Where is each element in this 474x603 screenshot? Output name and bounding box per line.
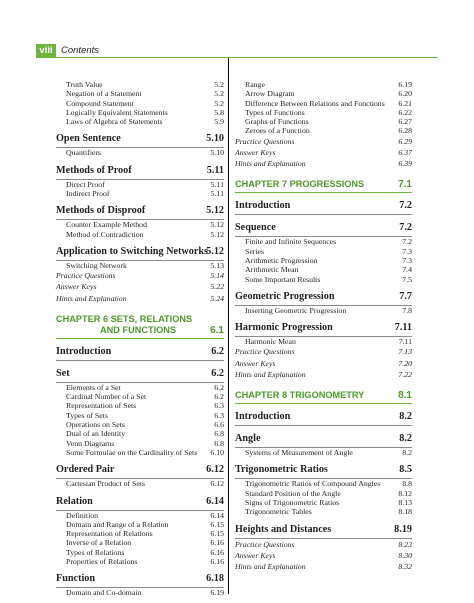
toc-page-number: 6.16 (210, 557, 224, 567)
chapter-title: CHAPTER 6 SETS, RELATIONS (56, 313, 193, 324)
toc-section (235, 464, 412, 476)
toc-subsection (56, 529, 224, 538)
toc-entry-title: Properties of Relations (66, 557, 138, 567)
toc-page-number: 6.18 (206, 573, 224, 585)
toc-entry-title: Inserting Geometric Progression (245, 305, 347, 315)
toc-entry-title: Trigonometric Ratios of Compound Angles (245, 479, 381, 489)
toc-entry-title: Types of Sets (66, 410, 108, 420)
toc-entry-title: Function (56, 573, 96, 585)
toc-subsection (235, 108, 412, 117)
toc-subsection (56, 220, 224, 229)
toc-page-number: 6.8 (214, 429, 224, 439)
toc-entry-title: Sequence (235, 222, 276, 234)
toc-page-number: 5.11 (206, 164, 224, 176)
chapter-page-number: 7.1 (398, 179, 412, 191)
toc-entry-title: Open Sentence (56, 133, 121, 145)
header-rule (36, 57, 438, 58)
toc-section (56, 464, 224, 476)
toc-subsection (56, 230, 224, 239)
page-header (36, 44, 438, 58)
toc-subsection (56, 383, 224, 392)
toc-entry-title: Introduction (235, 411, 291, 423)
toc-entry-title: Arithmetic Mean (245, 265, 299, 275)
toc-entry-title: Geometric Progression (235, 290, 335, 302)
toc-section (56, 205, 224, 217)
chapter-heading (235, 179, 412, 190)
section-rule (235, 214, 412, 215)
chapter-heading (235, 390, 412, 401)
toc-entry-title: Difference Between Relations and Functions (245, 98, 385, 108)
toc-section (56, 246, 224, 258)
toc-page-number: 5.2 (214, 98, 224, 108)
toc-page-number: 5.10 (210, 148, 224, 158)
toc-backmatter (235, 346, 412, 357)
toc-entry-title: Hints and Explanation (235, 561, 306, 571)
toc-entry-title: Truth Value (66, 80, 103, 89)
toc-section (235, 222, 412, 234)
toc-page-number: 6.15 (210, 519, 224, 529)
chapter-heading (56, 314, 224, 336)
toc-entry-title: Heights and Distances (235, 523, 332, 535)
toc-subsection (235, 99, 412, 108)
toc-page-number: 5.12 (210, 229, 224, 239)
toc-subsection (235, 256, 412, 265)
toc-entry-title: Some Formulae on the Cardinality of Sets (66, 447, 198, 457)
toc-backmatter (235, 369, 412, 380)
toc-page-number: 6.2 (214, 382, 224, 392)
toc-page-number: 6.8 (214, 438, 224, 448)
toc-page-number: 5.11 (210, 189, 224, 199)
toc-subsection (56, 189, 224, 198)
toc-entry-title: Arrow Diagram (245, 89, 295, 99)
toc-section (56, 368, 224, 380)
chapter-title-line2: AND FUNCTIONS (100, 324, 177, 335)
toc-subsection (56, 420, 224, 429)
toc-entry-title: Some Important Results (245, 274, 321, 284)
toc-subsection (56, 261, 224, 270)
toc-section (235, 322, 412, 334)
toc-page-number: 8.13 (398, 497, 412, 507)
toc-page-number: 6.3 (214, 401, 224, 411)
toc-entry-title: Direct Proof (66, 179, 105, 189)
toc-subsection (56, 548, 224, 557)
toc-page-number: 7.22 (398, 369, 412, 379)
toc-entry-title: Types of Functions (245, 107, 305, 117)
toc-entry-title: Answer Keys (235, 147, 276, 157)
toc-page-number: 6.2 (214, 392, 224, 402)
toc-section (235, 200, 412, 212)
toc-section (56, 346, 224, 358)
toc-subsection (56, 80, 224, 89)
toc-page-number: 6.2 (211, 345, 224, 357)
toc-page-number: 7.5 (402, 274, 412, 284)
toc-entry-title: Inverse of a Relation (66, 538, 132, 548)
toc-entry-title: Practice Questions (235, 539, 295, 549)
toc-entry-title: Answer Keys (56, 282, 97, 292)
toc-entry-title: Answer Keys (235, 550, 276, 560)
toc-page-number: 5.14 (210, 271, 224, 281)
page-number: viii (36, 44, 56, 58)
toc-subsection (235, 275, 412, 284)
toc-page-number: 8.18 (398, 507, 412, 517)
toc-page-number: 8.5 (399, 464, 412, 476)
running-head: Contents (61, 45, 100, 56)
section-rule (56, 360, 224, 361)
toc-entry-title: Answer Keys (235, 358, 276, 368)
toc-backmatter (235, 158, 412, 169)
toc-backmatter (235, 539, 412, 550)
toc-section (56, 573, 224, 585)
toc-backmatter (235, 358, 412, 369)
toc-page-number: 6.29 (398, 136, 412, 146)
toc-entry-title: Negation of a Statement (66, 89, 142, 99)
toc-subsection (56, 520, 224, 529)
toc-page-number: 5.13 (210, 260, 224, 270)
toc-entry-title: Indirect Proof (66, 189, 110, 199)
toc-entry-title: Quantifiers (66, 148, 102, 158)
toc-page-number: 7.11 (394, 322, 412, 334)
toc-page-number: 6.6 (214, 420, 224, 430)
toc-subsection (235, 337, 412, 346)
toc-entry-title: Types of Relations (66, 547, 125, 557)
toc-page-number: 5.12 (206, 245, 224, 257)
toc-page-number: 8.8 (402, 479, 412, 489)
toc-subsection (235, 237, 412, 246)
toc-page-number: 5.8 (214, 107, 224, 117)
toc-entry-title: Practice Questions (235, 136, 295, 146)
toc-entry-title: Relation (56, 495, 93, 507)
toc-page-number: 7.3 (402, 255, 412, 265)
toc-page-number: 6.37 (398, 147, 412, 157)
toc-entry-title: Application to Switching Networks (56, 245, 208, 257)
toc-page-number: 8.12 (398, 488, 412, 498)
toc-page-number: 7.3 (402, 246, 412, 256)
chapter-page-number: 8.1 (398, 390, 412, 402)
toc-subsection (56, 89, 224, 98)
toc-entry-title: Representation of Sets (66, 401, 137, 411)
toc-entry-title: Range (245, 80, 265, 89)
toc-entry-title: Method of Contradiction (66, 229, 144, 239)
toc-subsection (56, 392, 224, 401)
toc-entry-title: Harmonic Progression (235, 322, 333, 334)
toc-page-number: 6.39 (398, 159, 412, 169)
toc-section (235, 433, 412, 445)
toc-page-number: 7.7 (399, 290, 412, 302)
toc-page-number: 7.11 (398, 337, 412, 347)
toc-entry-title: Operations on Sets (66, 420, 125, 430)
toc-page-number: 5.9 (214, 117, 224, 127)
section-rule (235, 425, 412, 426)
toc-section (56, 496, 224, 508)
toc-subsection (56, 439, 224, 448)
toc-backmatter (235, 136, 412, 147)
toc-entry-title: Methods of Proof (56, 164, 132, 176)
toc-entry-title: Representation of Relations (66, 529, 153, 539)
toc-page-number: 6.12 (210, 479, 224, 489)
toc-subsection (235, 448, 412, 457)
toc-page-number: 6.16 (210, 538, 224, 548)
toc-section (235, 524, 412, 536)
toc-section (235, 411, 412, 423)
toc-right-column (235, 80, 412, 572)
toc-subsection (56, 148, 224, 157)
chapter-page-number: 6.1 (210, 324, 224, 336)
toc-subsection (56, 538, 224, 547)
toc-subsection (56, 180, 224, 189)
toc-subsection (235, 489, 412, 498)
toc-subsection (56, 511, 224, 520)
toc-entry-title: Practice Questions (56, 271, 116, 281)
toc-subsection (235, 89, 412, 98)
toc-page-number: 5.11 (210, 179, 224, 189)
toc-entry-title: Trigonometric Ratios (235, 464, 328, 476)
toc-subsection (56, 588, 224, 597)
toc-entry-title: Signs of Trigonometric Ratios (245, 497, 340, 507)
chapter-rule (56, 338, 224, 339)
toc-page-number: 6.3 (214, 410, 224, 420)
chapter-rule (235, 403, 412, 404)
toc-page-number: 8.2 (399, 411, 412, 423)
toc-entry-title: Switching Network (66, 260, 127, 270)
toc-entry-title: Introduction (56, 345, 112, 357)
toc-page-number: 5.2 (214, 80, 224, 89)
toc-entry-title: Introduction (235, 200, 291, 212)
column-divider (228, 58, 229, 594)
toc-subsection (56, 479, 224, 488)
toc-entry-title: Compound Statement (66, 98, 134, 108)
toc-backmatter (56, 281, 224, 292)
toc-subsection (235, 80, 412, 89)
toc-subsection (56, 557, 224, 566)
toc-subsection (56, 108, 224, 117)
toc-page-number: 5.24 (210, 293, 224, 303)
toc-backmatter (235, 561, 412, 572)
toc-page-number: 5.2 (214, 89, 224, 99)
toc-entry-title: Arithmetic Progression (245, 255, 318, 265)
toc-entry-title: Logically Equivalent Statements (66, 107, 168, 117)
toc-section (235, 291, 412, 303)
toc-page-number: 7.20 (398, 358, 412, 368)
toc-page-number: 7.2 (399, 222, 412, 234)
toc-entry-title: Series (245, 246, 265, 256)
toc-entry-title: Cardinal Number of a Set (66, 392, 147, 402)
toc-subsection (235, 498, 412, 507)
toc-entry-title: Finite and Infinite Sequences (245, 237, 337, 247)
toc-entry-title: Harmonic Mean (245, 337, 296, 347)
toc-entry-title: Methods of Disproof (56, 205, 146, 217)
toc-page-number: 8.23 (398, 539, 412, 549)
toc-subsection (235, 126, 412, 135)
chapter-title: CHAPTER 7 PROGRESSIONS (235, 179, 365, 190)
toc-page-number: 6.2 (211, 367, 224, 379)
toc-entry-title: Domain and Co-domain (66, 588, 142, 598)
toc-entry-title: Dual of an Identity (66, 429, 126, 439)
toc-page-number: 6.16 (210, 547, 224, 557)
toc-subsection (56, 99, 224, 108)
toc-page-number: 6.28 (398, 126, 412, 136)
toc-entry-title: Counter Example Method (66, 220, 147, 230)
toc-entry-title: Hints and Explanation (235, 369, 306, 379)
toc-page-number: 7.2 (399, 200, 412, 212)
toc-page-number: 8.2 (399, 433, 412, 445)
toc-page-number: 6.10 (210, 447, 224, 457)
toc-subsection (56, 411, 224, 420)
toc-page-number: 6.19 (210, 588, 224, 598)
toc-page-number: 6.22 (398, 107, 412, 117)
toc-subsection (56, 429, 224, 438)
toc-page-number: 8.30 (398, 550, 412, 560)
toc-subsection (235, 247, 412, 256)
toc-entry-title: Domain and Range of a Relation (66, 519, 169, 529)
toc-page-number: 5.10 (206, 133, 224, 145)
toc-subsection (235, 479, 412, 488)
toc-subsection (235, 117, 412, 126)
toc-page-number: 6.21 (398, 98, 412, 108)
toc-page-number: 7.4 (402, 265, 412, 275)
toc-entry-title: Trigonometric Tables (245, 507, 312, 517)
toc-page-number: 6.20 (398, 89, 412, 99)
toc-backmatter (56, 270, 224, 281)
toc-subsection (56, 401, 224, 410)
toc-subsection (235, 265, 412, 274)
toc-subsection (235, 306, 412, 315)
toc-entry-title: Hints and Explanation (235, 159, 306, 169)
toc-entry-title: Set (56, 367, 70, 379)
toc-left-column (56, 80, 224, 598)
toc-entry-title: Laws of Algebra of Statements (66, 117, 163, 127)
toc-entry-title: Standard Position of the Angle (245, 488, 341, 498)
toc-subsection (56, 448, 224, 457)
toc-backmatter (235, 550, 412, 561)
toc-page-number: 5.12 (210, 220, 224, 230)
toc-page-number: 7.2 (402, 237, 412, 247)
toc-backmatter (235, 147, 412, 158)
toc-entry-title: Practice Questions (235, 347, 295, 357)
toc-subsection (235, 507, 412, 516)
toc-page-number: 6.12 (206, 464, 224, 476)
toc-section (56, 133, 224, 145)
toc-backmatter (56, 293, 224, 304)
toc-page-number: 6.15 (210, 529, 224, 539)
toc-page-number: 6.14 (210, 510, 224, 520)
toc-page-number: 5.12 (206, 205, 224, 217)
toc-entry-title: Systems of Measurement of Angle (245, 448, 353, 458)
toc-page-number: 6.14 (206, 495, 224, 507)
toc-page-number: 8.2 (402, 448, 412, 458)
toc-page-number: 8.19 (394, 523, 412, 535)
toc-section (56, 165, 224, 177)
toc-page-number: 7.13 (398, 347, 412, 357)
toc-page-number: 6.27 (398, 117, 412, 127)
toc-entry-title: Venn Diagrams (66, 438, 115, 448)
chapter-title: CHAPTER 8 TRIGONOMETRY (235, 390, 365, 401)
toc-subsection (56, 117, 224, 126)
chapter-rule (235, 192, 412, 193)
toc-entry-title: Graphs of Functions (245, 117, 309, 127)
toc-page-number: 8.32 (398, 561, 412, 571)
toc-entry-title: Angle (235, 433, 261, 445)
toc-page-number: 7.8 (402, 305, 412, 315)
toc-entry-title: Hints and Explanation (56, 293, 127, 303)
toc-entry-title: Ordered Pair (56, 464, 115, 476)
toc-entry-title: Definition (66, 510, 99, 520)
toc-page-number: 5.22 (210, 282, 224, 292)
toc-page-number: 6.19 (398, 80, 412, 89)
toc-entry-title: Elements of a Set (66, 382, 121, 392)
toc-entry-title: Cartesian Product of Sets (66, 479, 146, 489)
toc-entry-title: Zeroes of a Function (245, 126, 310, 136)
